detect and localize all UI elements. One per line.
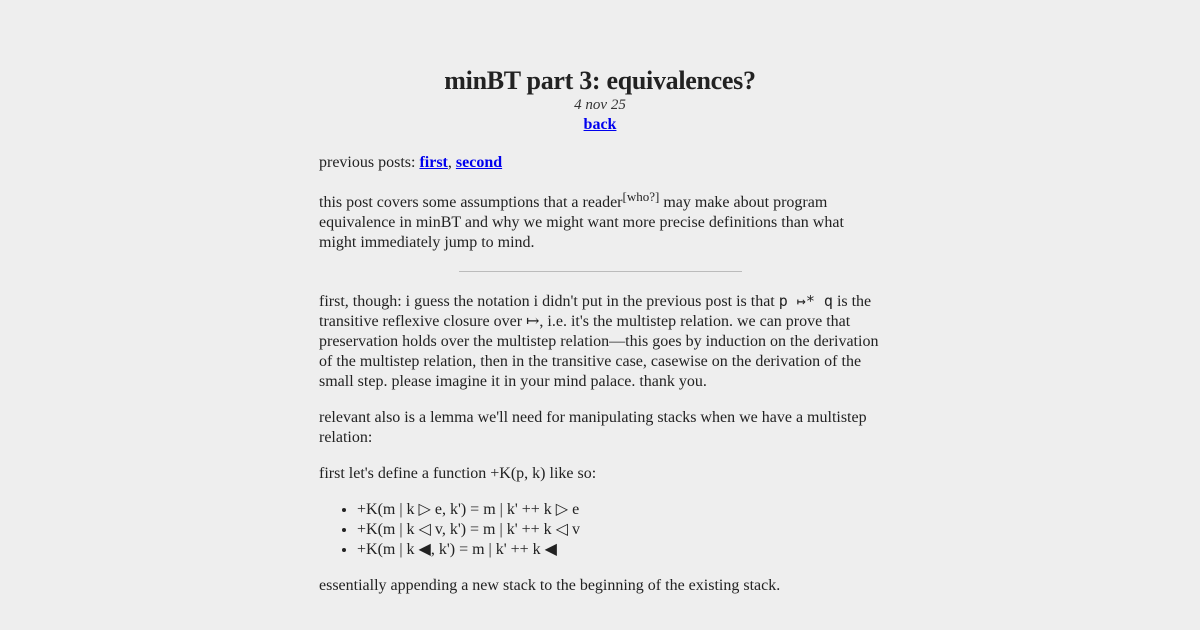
previous-posts xyxy=(319,153,881,173)
previous-posts-label: previous posts: xyxy=(319,154,420,171)
notation-text-continued: is the transitive reflexive closure over ↦, i.e. it's the multistep relation. we can prove that preservation holds over the multistep relation—this goes by induction on the derivation of the multistep relation, then in the transitive case, casewise on the derivation of the small step. please imagine it in your mind palace. thank you. xyxy=(319,293,879,390)
definition-list xyxy=(319,500,881,560)
back-link[interactable]: back xyxy=(583,116,617,133)
notation-paragraph xyxy=(319,291,881,392)
summary-paragraph: essentially appending a new stack to the beginning of the existing stack. xyxy=(319,577,781,594)
post-date: 4 nov 25 xyxy=(574,97,626,113)
list-item: • +K(m | k ◁ v, k') = m | k' ++ k ◁ v xyxy=(357,520,881,540)
section-divider xyxy=(459,271,742,272)
intro-text: this post covers some assumptions that a reader xyxy=(319,194,623,211)
notation-text: first, though: i guess the notation i didn't put in the previous post is that xyxy=(319,293,779,310)
intro-paragraph xyxy=(319,189,881,253)
post-header xyxy=(319,66,881,135)
list-item: • +K(m | k ◀, k') = m | k' ++ k ◀ xyxy=(357,540,881,560)
page-title: minBT part 3: equivalences? xyxy=(444,66,756,95)
intro-text-continued: may make about program equivalence in minBT and why we might want more precise definitions than what might immediately jump to mind. xyxy=(319,194,844,251)
list-item: • +K(m | k ▷ e, k') = m | k' ++ k ▷ e xyxy=(357,500,881,520)
first-post-link[interactable]: first xyxy=(419,154,448,171)
lemma-paragraph: relevant also is a lemma we'll need for manipulating stacks when we have a multistep relation: xyxy=(319,409,867,446)
link-separator: , xyxy=(447,154,456,171)
article xyxy=(319,0,881,596)
second-post-link[interactable]: second xyxy=(455,154,503,171)
multistep-notation-code: p ↦* q xyxy=(778,292,833,310)
who-citation-needed: [who?] xyxy=(622,189,660,204)
function-definition-intro: first let's define a function +K(p, k) like so: xyxy=(319,465,597,482)
